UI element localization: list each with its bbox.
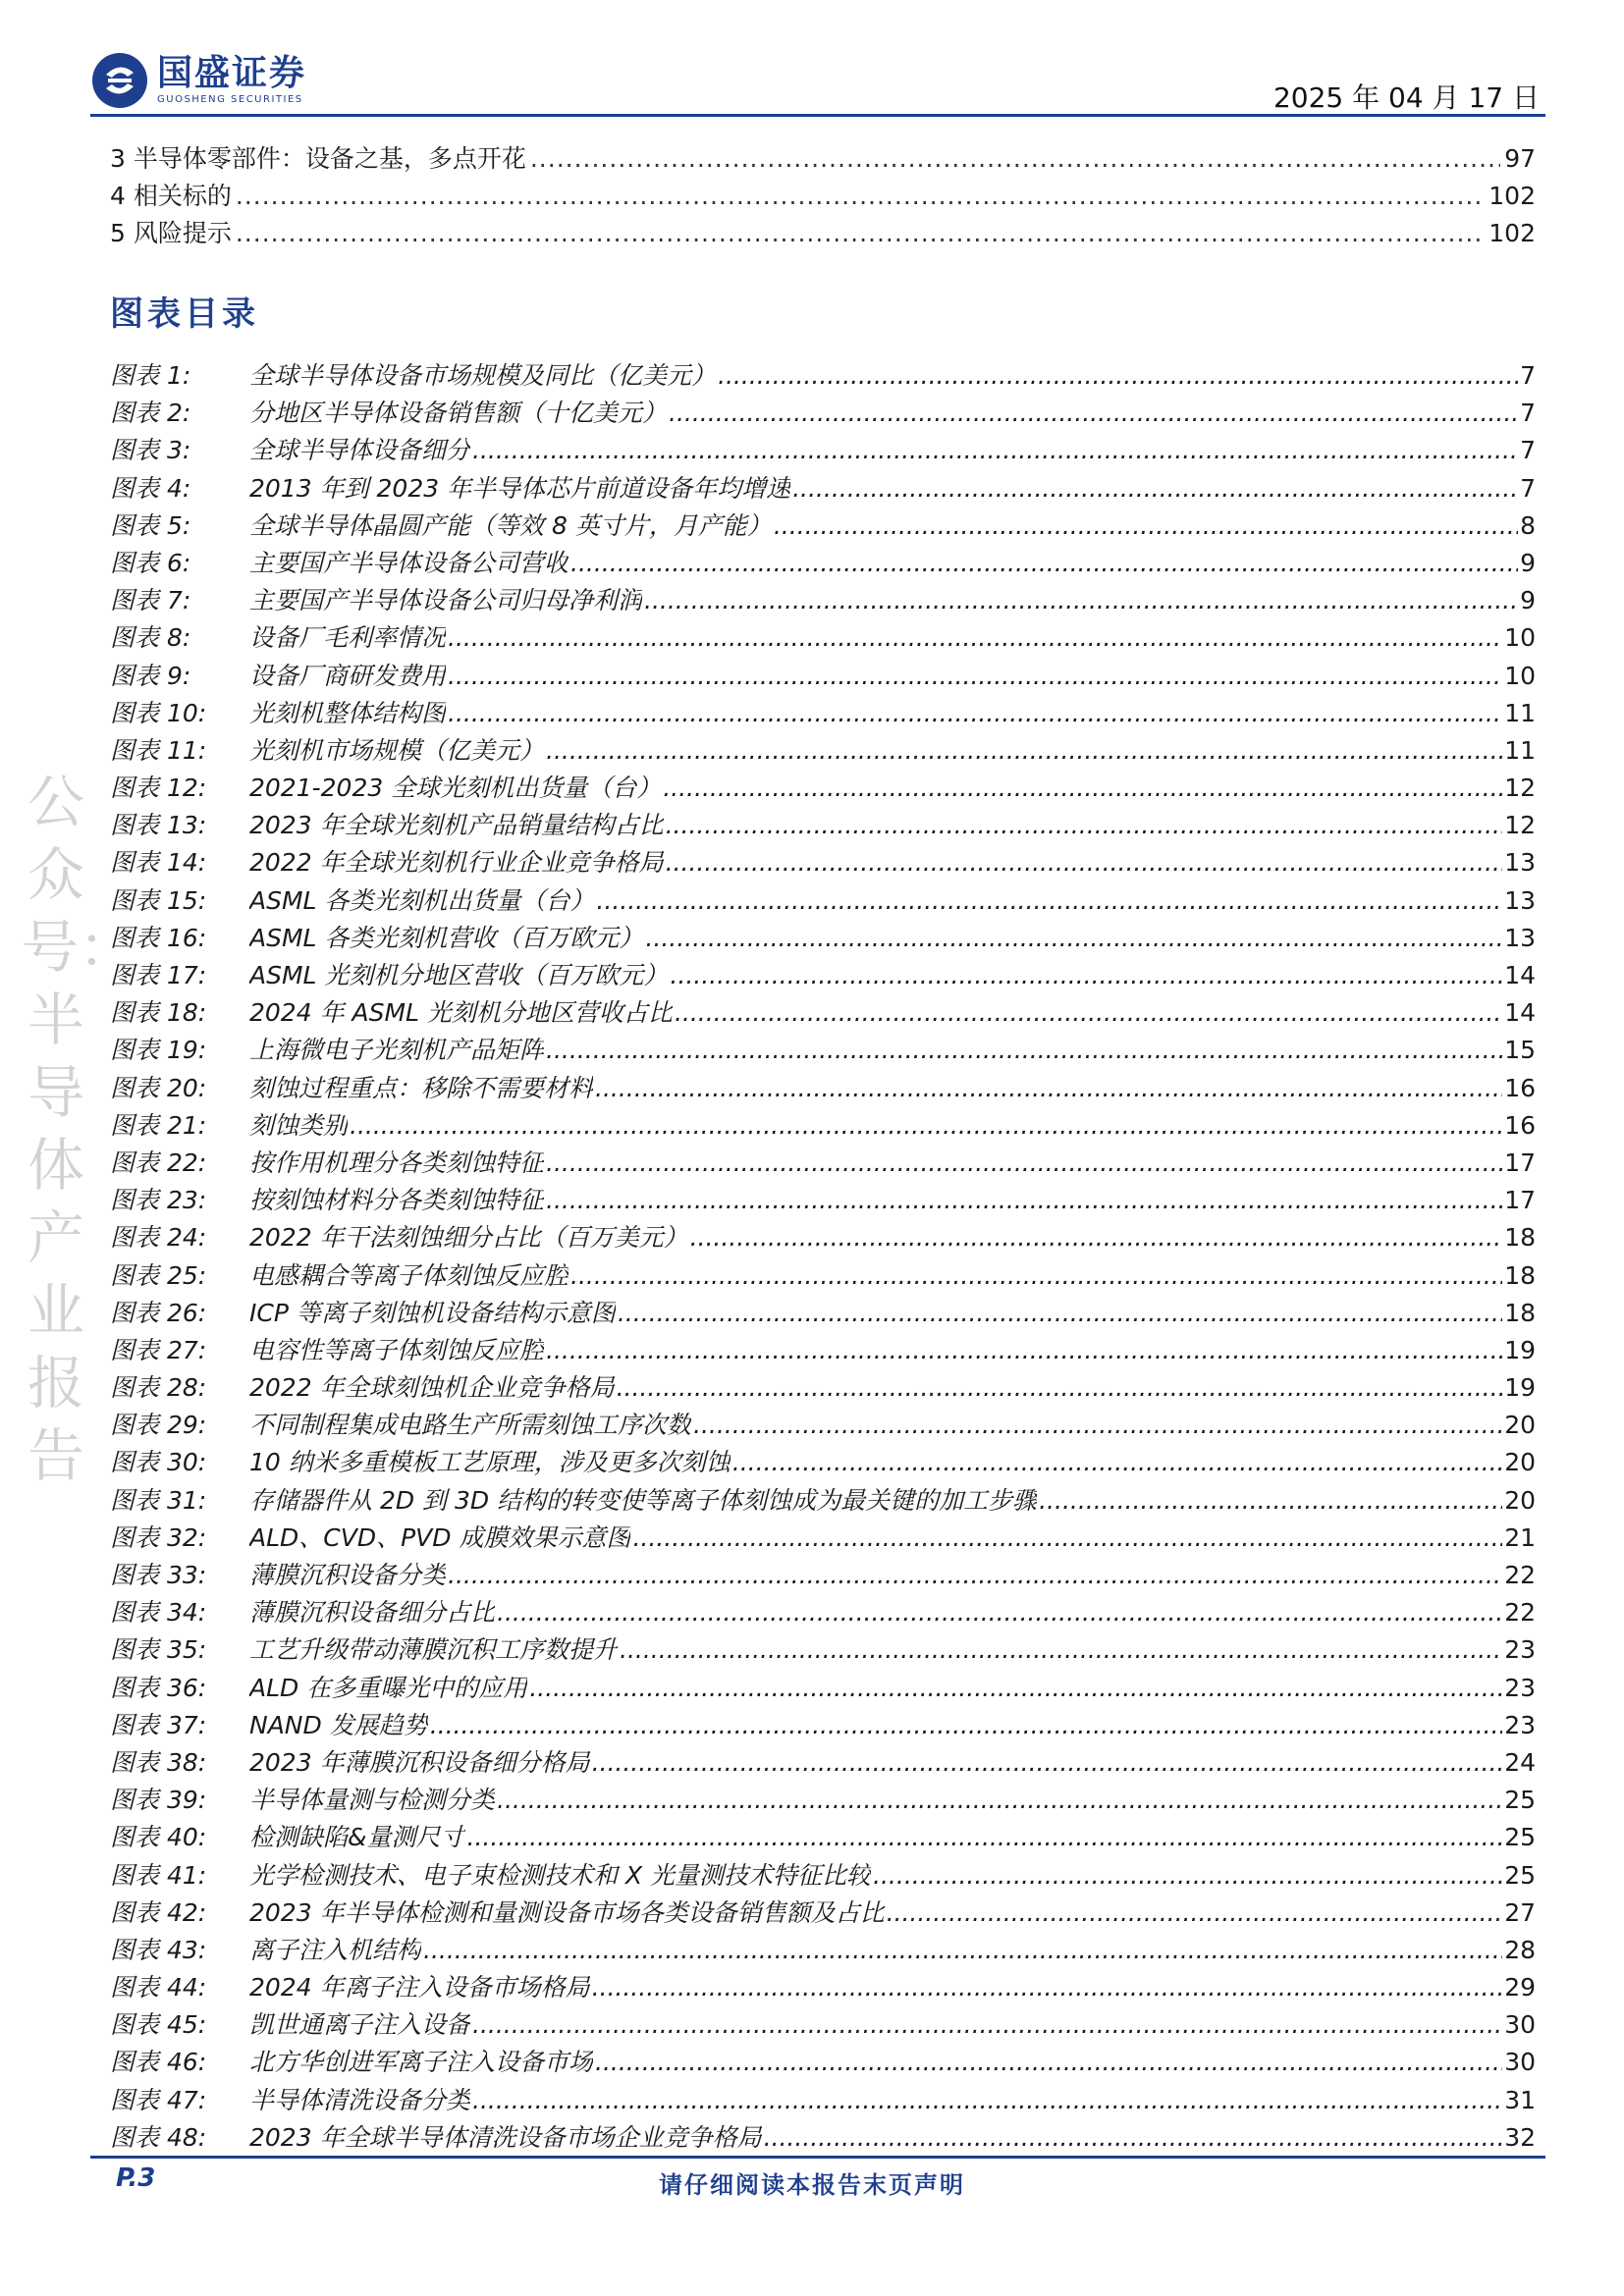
figure-entry-title: 2024 年离子注入设备市场格局 [249, 1973, 590, 2002]
figure-entry-page: 13 [1504, 848, 1536, 878]
figure-entry-page: 25 [1504, 1860, 1536, 1890]
figure-entry[interactable] [110, 843, 1536, 881]
figure-entry-page: 11 [1504, 698, 1536, 727]
figure-entry-label: 图表 18: [110, 998, 207, 1028]
figure-entry[interactable] [110, 1818, 1536, 1855]
figure-entry-title: 主要国产半导体设备公司营收 [249, 548, 569, 577]
figure-entry-page: 25 [1504, 1823, 1536, 1852]
figure-entry-label: 图表 12: [110, 774, 207, 803]
figure-entry-label: 图表 19: [110, 1036, 207, 1065]
leader-dots [632, 1523, 1502, 1552]
figure-entry-label: 图表 9: [110, 661, 191, 690]
figure-entry[interactable] [110, 618, 1536, 656]
figure-entry-label: 图表 27: [110, 1335, 207, 1364]
figure-entry[interactable] [110, 1406, 1536, 1443]
leader-dots [530, 144, 1500, 173]
leader-dots [448, 623, 1502, 652]
figure-entry-title: 2023 年全球光刻机产品销量结构占比 [249, 811, 664, 840]
figure-entry[interactable] [110, 1294, 1536, 1331]
figure-entry-page: 21 [1504, 1522, 1536, 1552]
leader-dots [732, 1448, 1502, 1476]
figure-entry-label: 图表 1: [110, 361, 191, 390]
figure-entry-label: 图表 2: [110, 399, 191, 428]
figure-entry-label: 图表 25: [110, 1260, 207, 1290]
leader-dots [670, 961, 1502, 989]
figure-entry-page: 12 [1504, 811, 1536, 840]
figure-entry-label: 图表 46: [110, 2048, 207, 2077]
toc-entry[interactable] [110, 139, 1536, 177]
figure-entry[interactable] [110, 1069, 1536, 1106]
figure-entry-label: 图表 48: [110, 2122, 207, 2152]
figure-entry-label: 图表 20: [110, 1073, 207, 1102]
figure-entry[interactable] [110, 694, 1536, 731]
figure-entry-page: 11 [1504, 735, 1536, 765]
figure-entry-label: 图表 24: [110, 1223, 207, 1253]
figure-entry-page: 22 [1504, 1561, 1536, 1589]
leader-dots [644, 586, 1518, 614]
figure-entry-label: 图表 16: [110, 923, 207, 952]
figure-entry-title: 2022 年全球刻蚀机企业竞争格局 [249, 1373, 615, 1403]
leader-dots [448, 662, 1502, 690]
figure-entry[interactable] [110, 544, 1536, 581]
leader-dots [774, 511, 1518, 540]
figure-entry-title: 离子注入机结构 [249, 1935, 422, 1964]
figure-entry-title: 不同制程集成电路生产所需刻蚀工序次数 [249, 1411, 692, 1440]
figure-entry-label: 图表 41: [110, 1860, 207, 1890]
logo-name-en: GUOSHENG SECURITIES [157, 94, 303, 105]
leader-dots [620, 1635, 1502, 1664]
figure-entry-label: 图表 34: [110, 1598, 207, 1628]
figure-entry-page: 9 [1520, 548, 1536, 577]
figure-entry-title: 存储器件从 2D 到 3D 结构的转变使等离子体刻蚀成为最关键的加工步骤 [249, 1485, 1038, 1515]
figure-entry[interactable] [110, 469, 1536, 507]
leader-dots [546, 736, 1502, 765]
figure-entry[interactable] [110, 1556, 1536, 1593]
figure-entry-title: 刻蚀过程重点：移除不需要材料 [249, 1073, 594, 1102]
leader-dots [596, 886, 1502, 915]
figure-entry[interactable] [110, 881, 1536, 919]
figure-entry-title: ASML 各类光刻机出货量（台） [249, 885, 595, 915]
figure-entry[interactable] [110, 1593, 1536, 1630]
figure-entry-title: 全球半导体设备细分 [249, 436, 471, 465]
figure-entry-title: 2023 年半导体检测和量测设备市场各类设备销售额及占比 [249, 1897, 885, 1927]
figure-entry-title: 半导体量测与检测分类 [249, 1786, 496, 1815]
figure-entry-title: ALD、CVD、PVD 成膜效果示意图 [249, 1522, 631, 1552]
figure-entry[interactable] [110, 919, 1536, 956]
figure-entry-label: 图表 33: [110, 1561, 207, 1589]
figure-entry-page: 16 [1504, 1073, 1536, 1102]
figure-entry-page: 30 [1504, 2010, 1536, 2040]
leader-dots [693, 1411, 1502, 1439]
figure-entry-page: 7 [1520, 473, 1536, 503]
figure-entry-label: 图表 5: [110, 510, 191, 540]
leader-dots [764, 2123, 1503, 2152]
figure-entry[interactable] [110, 1894, 1536, 1931]
figure-entry-page: 7 [1520, 436, 1536, 465]
leader-dots [546, 1336, 1502, 1364]
leader-dots [666, 848, 1503, 877]
figure-entry[interactable] [110, 1669, 1536, 1706]
figure-entry-page: 32 [1504, 2122, 1536, 2152]
figure-entry-label: 图表 31: [110, 1485, 207, 1515]
page-number: P.3 [116, 2163, 156, 2193]
figure-entry-title: 按作用机理分各类刻蚀特征 [249, 1148, 545, 1177]
figure-entry-title: 薄膜沉积设备细分占比 [249, 1598, 496, 1628]
figure-entry-page: 27 [1504, 1897, 1536, 1927]
figure-entry[interactable] [110, 1968, 1536, 2005]
figure-entry-title: ICP 等离子刻蚀机设备结构示意图 [249, 1298, 616, 1327]
leader-dots [592, 1748, 1503, 1777]
figure-entry-title: ASML 光刻机分地区营收（百万欧元） [249, 961, 669, 989]
figure-entry-page: 14 [1504, 998, 1536, 1028]
figure-entry-page: 20 [1504, 1485, 1536, 1515]
figure-entry-title: 电感耦合等离子体刻蚀反应腔 [249, 1260, 569, 1290]
figures-section-title: 图表目录 [110, 294, 259, 334]
figure-entry-label: 图表 37: [110, 1710, 207, 1739]
figure-entry-page: 19 [1504, 1373, 1536, 1403]
figure-entry-title: 上海微电子光刻机产品矩阵 [249, 1036, 545, 1065]
figure-entry[interactable] [110, 1630, 1536, 1668]
figure-entry-page: 8 [1520, 510, 1536, 540]
figure-entry-page: 15 [1504, 1036, 1536, 1065]
figure-entry-title: 2022 年干法刻蚀细分占比（百万美元） [249, 1223, 688, 1253]
figure-entry[interactable] [110, 1256, 1536, 1294]
figure-entry-label: 图表 40: [110, 1823, 207, 1852]
figure-entry-title: 2022 年全球光刻机行业企业竞争格局 [249, 848, 664, 878]
figure-entry[interactable] [110, 1743, 1536, 1781]
figure-entry-title: 分地区半导体设备销售额（十亿美元） [249, 399, 668, 428]
toc-entry[interactable] [110, 177, 1536, 214]
logo-mark-icon [90, 51, 149, 110]
figure-entry[interactable] [110, 431, 1536, 468]
figure-entry-title: 2013 年到 2023 年半导体芯片前道设备年均增速 [249, 473, 791, 503]
leader-dots [529, 1674, 1502, 1702]
figure-entry[interactable] [110, 507, 1536, 544]
figure-entry-label: 图表 21: [110, 1110, 207, 1140]
leader-dots [595, 2048, 1502, 2076]
figure-entry-label: 图表 45: [110, 2010, 207, 2040]
toc-entry-page: 102 [1489, 182, 1536, 210]
figure-entry-page: 30 [1504, 2048, 1536, 2077]
leader-dots [472, 2086, 1502, 2114]
figure-entry-label: 图表 6: [110, 548, 191, 577]
figure-entry-label: 图表 30: [110, 1448, 207, 1477]
figure-entry[interactable] [110, 1368, 1536, 1406]
logo-name-cn: 国盛证券 [157, 53, 307, 93]
figure-entry[interactable] [110, 1144, 1536, 1181]
figure-entry[interactable] [110, 993, 1536, 1031]
figure-entry-page: 13 [1504, 923, 1536, 952]
leader-dots [690, 1223, 1503, 1252]
leader-dots [570, 1261, 1502, 1290]
figure-entry-title: 按刻蚀材料分各类刻蚀特征 [249, 1186, 545, 1215]
figure-entry[interactable] [110, 2043, 1536, 2080]
figure-entry-label: 图表 26: [110, 1298, 207, 1327]
toc-entry-title: 5 风险提示 [110, 219, 232, 247]
figure-entry[interactable] [110, 806, 1536, 843]
figure-entry-label: 图表 44: [110, 1973, 207, 2002]
figure-entry-page: 25 [1504, 1786, 1536, 1815]
leader-dots [1039, 1486, 1502, 1515]
figure-entry-label: 图表 4: [110, 473, 191, 503]
leader-dots [448, 699, 1502, 727]
toc-entry-page: 102 [1489, 219, 1536, 247]
figure-entry[interactable] [110, 356, 1536, 394]
figure-entry-label: 图表 14: [110, 848, 207, 878]
figure-entry-title: 光刻机市场规模（亿美元） [249, 735, 545, 765]
figure-entry[interactable] [110, 1519, 1536, 1556]
figure-entry-title: 2023 年全球半导体清洗设备市场企业竞争格局 [249, 2122, 762, 2152]
figure-entry[interactable] [110, 2005, 1536, 2043]
figure-entry-page: 23 [1504, 1635, 1536, 1665]
figure-entry-page: 7 [1520, 399, 1536, 428]
table-of-contents [110, 139, 1536, 251]
toc-entry[interactable] [110, 214, 1536, 251]
figure-entry-title: 凯世通离子注入设备 [249, 2010, 471, 2040]
figure-entry[interactable] [110, 1781, 1536, 1818]
figure-entry[interactable] [110, 657, 1536, 694]
figure-entry[interactable] [110, 2118, 1536, 2156]
figure-entry-title: 10 纳米多重模板工艺原理，涉及更多次刻蚀 [249, 1448, 731, 1477]
figure-entry-title: 2024 年 ASML 光刻机分地区营收占比 [249, 998, 673, 1028]
figure-entry-label: 图表 10: [110, 698, 207, 727]
figure-entry-title: 工艺升级带动薄膜沉积工序数提升 [249, 1635, 619, 1665]
figure-entry-page: 18 [1504, 1223, 1536, 1253]
figure-entry-label: 图表 47: [110, 2085, 207, 2114]
leader-dots [675, 998, 1502, 1027]
figure-entry-page: 18 [1504, 1298, 1536, 1327]
figure-entry[interactable] [110, 1106, 1536, 1144]
figure-entry[interactable] [110, 394, 1536, 431]
figure-entry-label: 图表 13: [110, 811, 207, 840]
figure-entry-title: 全球半导体设备市场规模及同比（亿美元） [249, 361, 717, 390]
figure-entry-label: 图表 43: [110, 1935, 207, 1964]
figure-entry-label: 图表 32: [110, 1522, 207, 1552]
figure-entry-page: 10 [1504, 623, 1536, 653]
figure-entry-title: 北方华创进军离子注入设备市场 [249, 2048, 594, 2077]
figure-entry-label: 图表 11: [110, 735, 207, 765]
leader-dots [617, 1373, 1503, 1402]
figure-entry-page: 13 [1504, 885, 1536, 915]
figure-entry-page: 14 [1504, 961, 1536, 989]
toc-entry-title: 4 相关标的 [110, 182, 232, 210]
figure-entry-label: 图表 23: [110, 1186, 207, 1215]
figure-entry-label: 图表 35: [110, 1635, 207, 1665]
leader-dots [618, 1299, 1502, 1327]
figure-entry-title: 设备厂商研发费用 [249, 661, 447, 690]
leader-dots [592, 1973, 1503, 2002]
figure-entry-title: 全球半导体晶圆产能（等效 8 英寸片，月产能） [249, 510, 772, 540]
figure-entry-page: 20 [1504, 1448, 1536, 1477]
disclaimer-note: 请仔细阅读本报告末页声明 [659, 2171, 965, 2199]
leader-dots [546, 1186, 1502, 1214]
figure-entry[interactable] [110, 731, 1536, 769]
leader-dots [423, 1936, 1502, 1964]
figure-entry-label: 图表 22: [110, 1148, 207, 1177]
figure-entry[interactable] [110, 1443, 1536, 1480]
leader-dots [497, 1786, 1502, 1814]
figure-entry-title: 光刻机整体结构图 [249, 698, 447, 727]
figure-entry-label: 图表 28: [110, 1373, 207, 1403]
figure-entry-title: 检测缺陷&量测尺寸 [249, 1823, 465, 1852]
figure-entry[interactable] [110, 1331, 1536, 1368]
figure-entry-title: 设备厂毛利率情况 [249, 623, 447, 653]
figure-entry-page: 17 [1504, 1186, 1536, 1215]
leader-dots [472, 436, 1518, 464]
figure-entry-label: 图表 15: [110, 885, 207, 915]
figure-entry[interactable] [110, 1931, 1536, 1968]
figure-entry-title: NAND 发展趋势 [249, 1710, 428, 1739]
figure-entry-title: 刻蚀类别 [249, 1110, 349, 1140]
figure-entry[interactable] [110, 581, 1536, 618]
leader-dots [236, 219, 1485, 247]
figure-entry-page: 29 [1504, 1973, 1536, 2002]
leader-dots [497, 1598, 1502, 1627]
figure-entry-page: 9 [1520, 586, 1536, 615]
figure-entry-title: ALD 在多重曝光中的应用 [249, 1673, 528, 1702]
figure-entry-title: 2021-2023 全球光刻机出货量（台） [249, 774, 662, 803]
figure-entry-page: 28 [1504, 1935, 1536, 1964]
figure-entry[interactable] [110, 1706, 1536, 1743]
figure-entry-page: 24 [1504, 1747, 1536, 1777]
leader-dots [350, 1111, 1502, 1140]
figure-entry-label: 图表 17: [110, 961, 207, 989]
figure-entry[interactable] [110, 1031, 1536, 1068]
figure-entry-page: 19 [1504, 1335, 1536, 1364]
figure-list [110, 356, 1536, 2156]
toc-entry-page: 97 [1504, 144, 1536, 173]
figure-entry-page: 23 [1504, 1710, 1536, 1739]
figure-entry-title: 光学检测技术、电子束检测技术和 X 光量测技术特征比较 [249, 1860, 872, 1890]
leader-dots [663, 774, 1502, 802]
figure-entry-page: 22 [1504, 1598, 1536, 1628]
leader-dots [887, 1898, 1503, 1927]
toc-entry-title: 3 半导体零部件：设备之基，多点开花 [110, 144, 526, 173]
figure-entry[interactable] [110, 956, 1536, 993]
leader-dots [467, 1823, 1503, 1851]
figure-entry[interactable] [110, 769, 1536, 806]
figure-entry-title: ASML 各类光刻机营收（百万欧元） [249, 923, 644, 952]
leader-dots [666, 811, 1503, 839]
figure-entry-title: 电容性等离子体刻蚀反应腔 [249, 1335, 545, 1364]
leader-dots [236, 182, 1485, 210]
figure-entry-page: 10 [1504, 661, 1536, 690]
figure-entry[interactable] [110, 2081, 1536, 2118]
company-logo [90, 51, 306, 110]
figure-entry-label: 图表 8: [110, 623, 191, 653]
figure-entry-title: 半导体清洗设备分类 [249, 2085, 471, 2114]
figure-entry-label: 图表 3: [110, 436, 191, 465]
figure-entry-label: 图表 29: [110, 1411, 207, 1440]
leader-dots [645, 924, 1502, 952]
leader-dots [792, 474, 1518, 503]
figure-entry-label: 图表 36: [110, 1673, 207, 1702]
figure-entry[interactable] [110, 1856, 1536, 1894]
figure-entry-title: 主要国产半导体设备公司归母净利润 [249, 586, 643, 615]
figure-entry-page: 18 [1504, 1260, 1536, 1290]
leader-dots [472, 2010, 1502, 2039]
figure-entry-page: 20 [1504, 1411, 1536, 1440]
figure-entry-page: 23 [1504, 1673, 1536, 1702]
leader-dots [669, 399, 1518, 427]
figure-entry-page: 31 [1504, 2085, 1536, 2114]
figure-entry-label: 图表 38: [110, 1747, 207, 1777]
figure-entry[interactable] [110, 1481, 1536, 1519]
report-date: 2025 年 04 月 17 日 [1272, 81, 1540, 114]
figure-entry[interactable] [110, 1181, 1536, 1218]
figure-entry-title: 2023 年薄膜沉积设备细分格局 [249, 1747, 590, 1777]
page-header [90, 51, 1545, 116]
figure-entry-label: 图表 39: [110, 1786, 207, 1815]
figure-entry-label: 图表 42: [110, 1897, 207, 1927]
leader-dots [718, 361, 1518, 390]
header-divider [90, 114, 1545, 117]
leader-dots [448, 1561, 1502, 1589]
leader-dots [873, 1861, 1502, 1890]
figure-entry-page: 16 [1504, 1110, 1536, 1140]
watermark: 公众号：半导体产业报告 [22, 769, 136, 1489]
leader-dots [546, 1148, 1502, 1177]
leader-dots [595, 1074, 1502, 1102]
leader-dots [570, 549, 1518, 577]
leader-dots [546, 1036, 1502, 1064]
figure-entry-page: 12 [1504, 774, 1536, 803]
leader-dots [430, 1711, 1502, 1739]
figure-entry-page: 17 [1504, 1148, 1536, 1177]
figure-entry-label: 图表 7: [110, 586, 191, 615]
footer-divider [90, 2156, 1545, 2159]
figure-entry-title: 薄膜沉积设备分类 [249, 1561, 447, 1589]
figure-entry[interactable] [110, 1218, 1536, 1255]
figure-entry-page: 7 [1520, 361, 1536, 390]
